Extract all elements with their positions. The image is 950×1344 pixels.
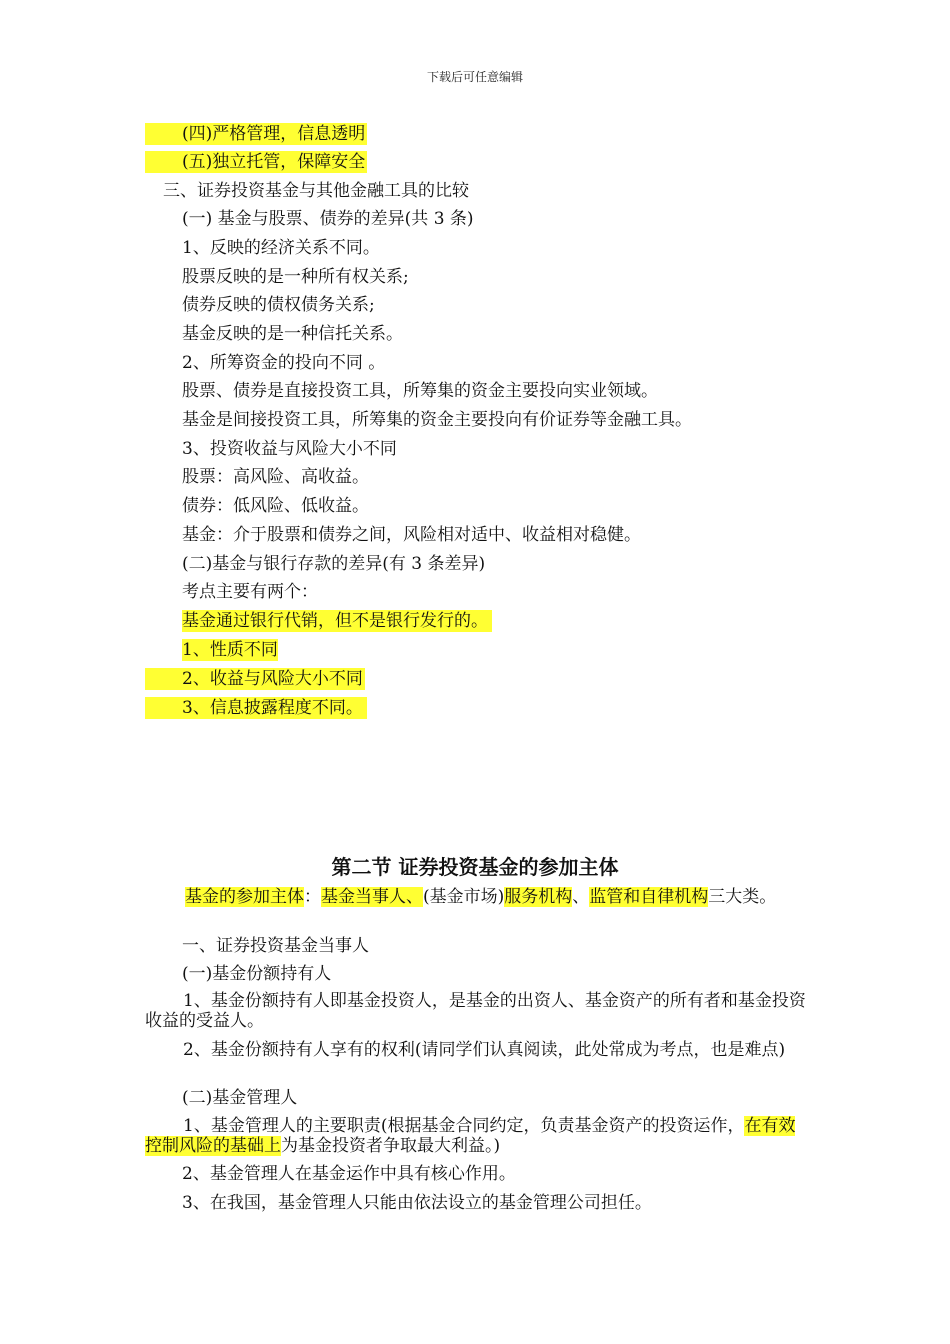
paragraph: 1、反映的经济关系不同。: [182, 238, 380, 258]
highlighted-item-4: (四)严格管理，信息透明: [145, 123, 367, 145]
text-span: 1、基金管理人的主要职责(根据基金合同约定，负责基金资产的投资运作，: [183, 1116, 745, 1136]
paragraph: 基金：介于股票和债券之间，风险相对适中、收益相对稳健。: [182, 525, 641, 545]
paragraph: 3、投资收益与风险大小不同: [182, 439, 397, 459]
highlighted-item: 2、收益与风险大小不同: [145, 668, 365, 690]
highlight-text: 基金的参加主体: [185, 887, 304, 907]
paragraph: 1、基金份额持有人即基金投资人，是基金的出资人、基金资产的所有者和基金投资收益的受益人。: [145, 991, 806, 1031]
paragraph: 2、基金管理人在基金运作中具有核心作用。: [182, 1164, 516, 1184]
subheading-2: (二)基金与银行存款的差异(有 3 条差异): [182, 554, 486, 574]
paragraph: 2、所筹资金的投向不同 。: [182, 353, 386, 373]
highlighted-item-5: (五)独立托管，保障安全: [145, 151, 367, 173]
subheading: (一)基金份额持有人: [182, 964, 332, 984]
paragraph: 基金反映的是一种信托关系。: [182, 324, 403, 344]
paragraph: 3、在我国，基金管理人只能由依法设立的基金管理公司担任。: [182, 1193, 652, 1213]
text-span: 为基金投资者争取最大利益。): [281, 1136, 501, 1156]
paragraph: 股票反映的是一种所有权关系;: [182, 267, 409, 287]
intro-paragraph: [145, 887, 810, 907]
text-span: ：: [304, 887, 321, 907]
paragraph: 考点主要有两个：: [182, 582, 318, 602]
section-heading-1: 一、证券投资基金当事人: [182, 936, 369, 956]
section-title: 第二节 证券投资基金的参加主体: [331, 855, 619, 879]
paragraph: [145, 1116, 810, 1156]
paragraph: 基金是间接投资工具，所筹集的资金主要投向有价证券等金融工具。: [182, 410, 692, 430]
section-heading-3: 三、证券投资基金与其他金融工具的比较: [163, 181, 469, 201]
highlighted-item: 基金通过银行代销，但不是银行发行的。: [182, 610, 492, 632]
page-header: 下载后可任意编辑: [426, 70, 523, 84]
text-span: (基金市场): [423, 887, 505, 907]
highlight-text: 监管和自律机构: [589, 887, 709, 907]
highlight-text: 服务机构: [504, 887, 573, 907]
paragraph: 债券：低风险、低收益。: [182, 496, 369, 516]
text-span: 、: [572, 887, 590, 907]
paragraph: 债券反映的债权债务关系;: [182, 295, 375, 315]
highlight-text: 在有效控制风险的基础上: [145, 1116, 796, 1156]
subheading-1: (一) 基金与股票、债券的差异(共 3 条): [182, 209, 474, 229]
highlighted-item: 3、信息披露程度不同。: [145, 697, 367, 719]
paragraph: 2、基金份额持有人享有的权利(请同学们认真阅读，此处常成为考点，也是难点): [183, 1040, 786, 1060]
highlight-text: 基金当事人、: [321, 887, 423, 907]
paragraph: 股票、债券是直接投资工具，所筹集的资金主要投向实业领域。: [182, 381, 658, 401]
text-span: 三大类。: [708, 887, 777, 907]
highlighted-item: 1、性质不同: [182, 640, 278, 660]
subheading: (二)基金管理人: [182, 1088, 298, 1108]
paragraph: 股票：高风险、高收益。: [182, 467, 369, 487]
